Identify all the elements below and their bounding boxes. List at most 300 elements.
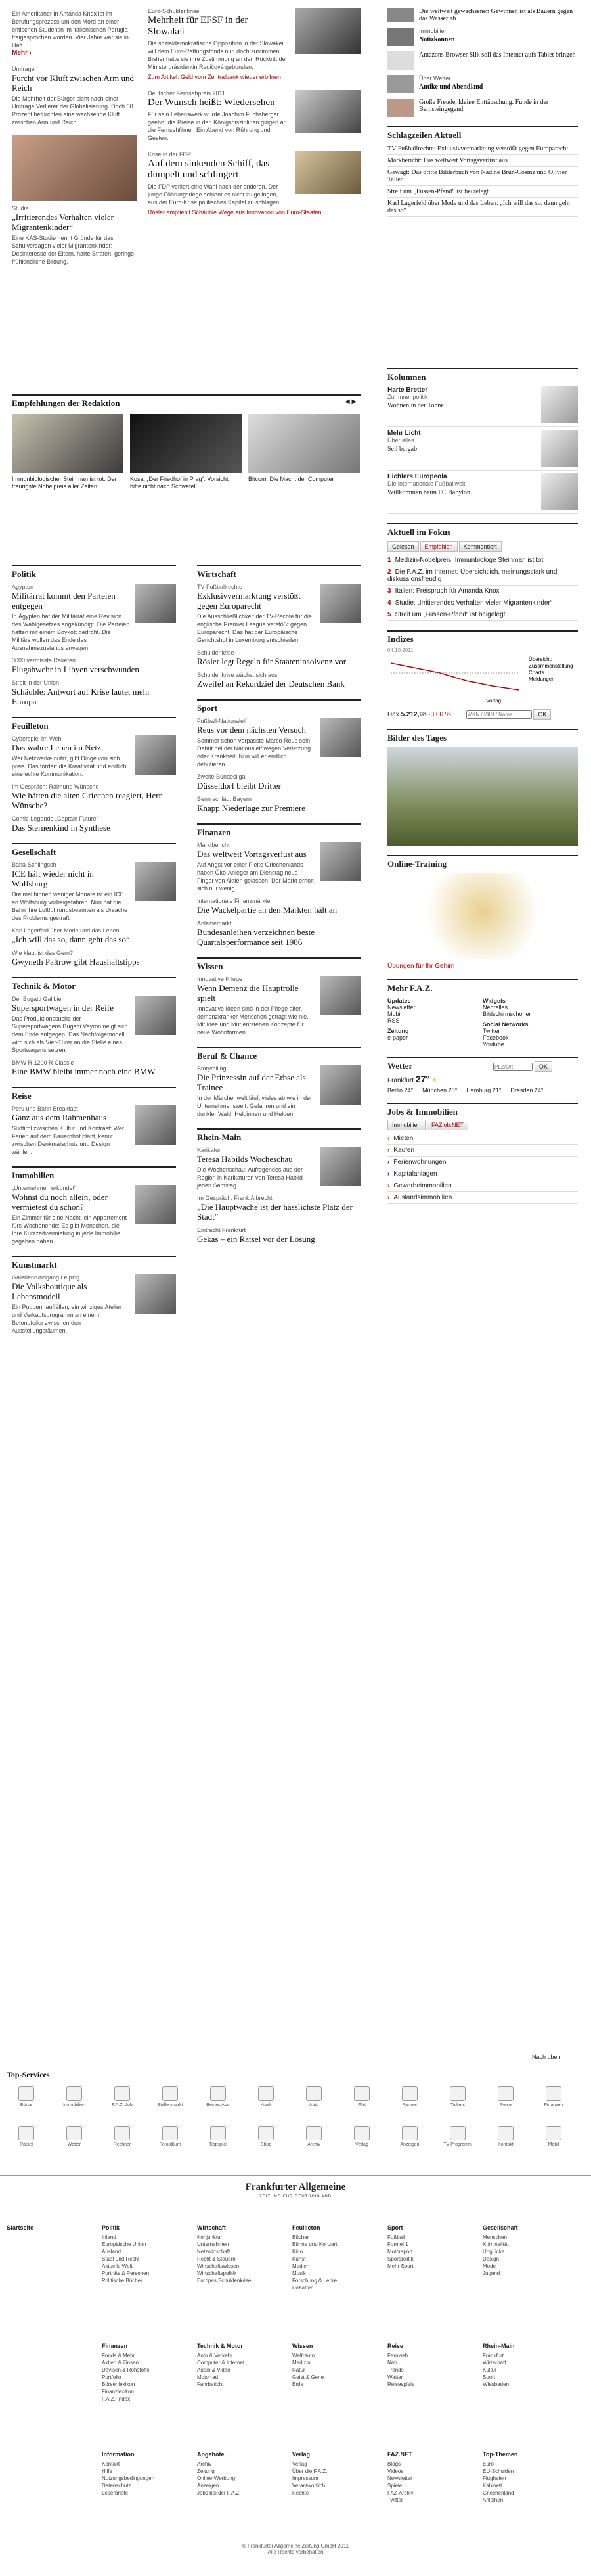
back-to-top[interactable]: Nach oben	[532, 2054, 561, 2060]
updates-mobil[interactable]: Mobil	[387, 1011, 402, 1017]
kolumne-avatar	[541, 430, 578, 467]
footer-link[interactable]: Forschung & Lehre	[292, 2278, 338, 2284]
footer-link[interactable]: FAZ-Archiv	[387, 2490, 414, 2496]
kolumne[interactable]	[387, 430, 578, 471]
service-item[interactable]: Kontakt	[489, 2126, 522, 2147]
footer-link[interactable]: Griechenland	[483, 2490, 514, 2496]
footer-link[interactable]: Videos	[387, 2468, 404, 2474]
kolumne-topic: Zur Innenpolitik	[387, 394, 428, 400]
recs-title: Empfehlungen der Redaktion	[12, 398, 120, 408]
jobs-item[interactable]: › Kapitalanlagen	[387, 1168, 578, 1180]
footer-link[interactable]: Finanzlexikon	[102, 2389, 134, 2395]
kolumne-topic: Die internationale Fußballwelt	[387, 480, 466, 487]
footer-link[interactable]: Spiele	[387, 2483, 403, 2489]
footer-link[interactable]: Computer & Internet	[197, 2360, 245, 2366]
footer-link[interactable]: Erde	[292, 2381, 303, 2387]
footer-heading[interactable]: Gesellschaft	[483, 2224, 518, 2231]
updates-rss[interactable]: RSS	[387, 1017, 400, 1024]
article-photo[interactable]	[320, 976, 361, 1015]
footer-heading[interactable]: Startseite	[7, 2224, 34, 2231]
article-photo[interactable]	[135, 1185, 176, 1224]
footer-link[interactable]: Devisen & Rohstoffe	[102, 2367, 150, 2373]
section-title[interactable]: Finanzen	[197, 827, 231, 837]
footer-heading[interactable]: Feuilleton	[292, 2224, 320, 2231]
article-photo[interactable]	[320, 584, 361, 623]
section-kunstmarkt	[12, 1256, 176, 1335]
article-photo[interactable]	[320, 842, 361, 881]
thumb[interactable]	[387, 8, 414, 22]
tab-fazjob[interactable]: FAZjob.NET	[427, 1120, 468, 1130]
footer-column	[197, 2343, 286, 2388]
section-reise	[12, 1087, 176, 1156]
footer-link[interactable]: Audio & Video	[197, 2367, 230, 2373]
weather-city[interactable]: Berlin 24°	[387, 1087, 414, 1093]
footer-link[interactable]: Netzwirtschaft	[197, 2249, 230, 2255]
footer-link[interactable]: Auto & Verkehr	[197, 2353, 232, 2358]
service-item[interactable]: Verlag	[345, 2126, 378, 2147]
footer-link[interactable]: Debatten	[292, 2285, 314, 2291]
footer-heading[interactable]: Reise	[387, 2343, 404, 2349]
section-title[interactable]: Sport	[197, 703, 218, 713]
footer-link[interactable]: Musik	[292, 2270, 306, 2276]
footer-link[interactable]: Jobs bei der F.A.Z.	[197, 2490, 241, 2496]
service-item[interactable]: Wetter	[58, 2126, 91, 2147]
footer-link[interactable]: Kultur	[483, 2367, 496, 2373]
article-teaser[interactable]: Galerienrundgang Leipzig Die Volksboutique als Lebensmodell Ein Puppenhauffällen, ein winziges Atelier und Verkaufsprogramm an einem Betonpfeiler zwischen den Ausstellungsräumen.	[12, 1274, 176, 1335]
service-item[interactable]: Börse	[10, 2086, 43, 2107]
thumb[interactable]	[387, 99, 414, 117]
article-teaser[interactable]: Zweite Bundesliga Düsseldorf bleibt Dritter	[197, 773, 281, 791]
thumb[interactable]	[387, 75, 414, 93]
footer-link[interactable]: Wetter	[387, 2374, 403, 2380]
photo[interactable]	[296, 90, 361, 133]
aktuell-item[interactable]: TV-Fußballrechte: Exklusivvermarktung verstößt gegen Europarecht	[387, 143, 578, 155]
fokus-tab[interactable]: Empfohlen	[420, 541, 458, 552]
footer-link[interactable]: Zeitung	[197, 2468, 215, 2474]
footer-link[interactable]: Sport	[483, 2374, 496, 2380]
footer-heading[interactable]: Verlag	[292, 2451, 311, 2458]
footer-link[interactable]: Mode	[483, 2263, 496, 2269]
aktuell-item[interactable]: Karl Lagerfeld über Mode und das Leben: „Ich will das so, dann geht das so“	[387, 198, 578, 217]
gallery-image[interactable]	[387, 747, 578, 846]
chart-label: Charts	[529, 670, 544, 676]
fokus-item[interactable]: 5 Streit um „Fussen-Pfand“ ist beigelegt	[387, 609, 578, 621]
section-politik	[12, 565, 176, 706]
footer-link[interactable]: Online-Werbung	[197, 2475, 236, 2481]
footer-link[interactable]: Wirtschaftswissen	[197, 2263, 240, 2269]
kolumne[interactable]	[387, 473, 578, 514]
rec-headline[interactable]: Kosa: „Der Friedhof in Prag“: Vorsicht, bitte nicht nach Schwefel!	[130, 476, 230, 490]
section-title[interactable]: Kunstmarkt	[12, 1260, 57, 1270]
article-teaser[interactable]: Der Bugatti Galibier Supersportwagen in der Reife Das Produktionssuche der Supersportwagens Bugatti Veyron neigt sich dem Ende entgegen. Das Nachfolgemodell wird sich als Vier-Türer an die Stelle eines Sportwagens setzen.	[12, 996, 176, 1054]
kolumne-title[interactable]: Harte Bretter	[387, 386, 428, 394]
footer-link[interactable]: Wirtschaftspolitik	[197, 2270, 237, 2276]
photo[interactable]	[296, 151, 361, 194]
footer-link[interactable]: Geist & Gene	[292, 2374, 324, 2380]
article-teaser[interactable]: Benn schlägt Bayern Knapp Niederlage zur Premiere	[197, 796, 305, 813]
tab-immobilien[interactable]: Immobilien	[387, 1120, 426, 1130]
section-wissen	[197, 957, 361, 1036]
article-photo[interactable]	[320, 718, 361, 757]
ok-button[interactable]: OK	[535, 1061, 552, 1072]
kolumne-link[interactable]: Wohnen in der Tonne	[387, 402, 444, 409]
kolumne-link[interactable]: Willkommen beim FC Babylon	[387, 489, 470, 496]
service-item[interactable]: Tickets	[441, 2086, 474, 2107]
service-item[interactable]: Anzeigen	[393, 2126, 426, 2147]
updates-newsletter[interactable]: Newsletter	[387, 1004, 416, 1011]
aktuell-item[interactable]: Gewagt: Das dritte Bilderbuch von Nadine Brun-Cosme und Olivier Tallec	[387, 167, 578, 186]
footer-link[interactable]: Fonds & Mehr	[102, 2353, 135, 2358]
fokus-item[interactable]: 4 Studie: „Irritierendes Verhalten vieler Migrantenkinder“	[387, 597, 578, 609]
article-teaser[interactable]: Innovative Pflege Wenn Demenz die Hauptrolle spielt Innovative Ideen sind in der Pflege alter, demenzkranker Menschen gefragt wie nie. Mit Idee und Mut entstehen Konzepte für neue Wohnformen.	[197, 976, 361, 1036]
service-item[interactable]: Immobilien	[58, 2086, 91, 2107]
article-photo[interactable]	[320, 1147, 361, 1186]
rec-headline[interactable]: Bitcom: Die Macht der Computer	[248, 476, 334, 482]
recs-strip	[12, 414, 361, 532]
service-item[interactable]: Finanzen	[537, 2086, 570, 2107]
youtube-link[interactable]: Youtube	[483, 1041, 504, 1047]
article-teaser[interactable]: Im Gespräch: Frank Albrecht „Die Hauptwache ist der hässlichste Platz der Stadt“	[197, 1195, 353, 1222]
article-teaser: Ein Amerikaner in Amanda Knox ist ihr Berufungsprozess um den Mord an einer britischen Studentin im italienischen Perugia freigesprochen worden. Vier Jahre war sie in Haft.	[12, 11, 129, 49]
article-teaser[interactable]: Marktbericht Das weltweit Vortagsverlust aus Auf Angst vor einer Pleite Griechenlands haben Öko-Anleger am Dienstag neue Finger von Aktien gelassen. Der Markt erholt sich nur wenig.	[197, 842, 361, 892]
ok-button[interactable]: OK	[533, 709, 551, 720]
fokus-tab[interactable]: Kommentiert	[459, 541, 502, 552]
footer-link[interactable]: Jugend	[483, 2270, 500, 2276]
article-teaser[interactable]: Schuldenkrise Rösler legt Regeln für Staateninsolvenz vor	[197, 649, 347, 666]
article-teaser[interactable]: Ägypten Militärrat kommt den Parteien entgegen In Ägypten hat der Militärrat eine Revision des Wahlgesetzes angekündigt. Die Parteien hatten mit einem Boykott gedroht. Die Militärs wollen das Ende des Ausnahmezustands erwägen.	[12, 584, 176, 652]
footer-link[interactable]: Portfolio	[102, 2374, 121, 2380]
article-teaser[interactable]: Studie „Irritierendes Verhalten vieler Migrantenkinder“ Eine KAS-Studie nennt Gründe für das Schulversagen vieler Migrantenkinder: Desinteresse der Eltern, harte Strafen, geringe frühkindliche Bildung.	[12, 205, 135, 265]
footer-link[interactable]: Newsletter	[387, 2475, 412, 2481]
rec-photo[interactable]	[248, 414, 360, 473]
footer-heading[interactable]: Wissen	[292, 2343, 313, 2349]
footer-heading[interactable]: Politik	[102, 2224, 120, 2231]
footer-subtitle: ZEITUNG FÜR DEUTSCHLAND	[259, 2195, 332, 2199]
footer-heading[interactable]: Technik & Motor	[197, 2343, 243, 2349]
footer-link[interactable]: Motorsport	[387, 2249, 413, 2255]
footer-link[interactable]: Sportpolitik	[387, 2256, 414, 2262]
aktuell-item[interactable]: Streit um „Fussen-Pfand“ ist beigelegt	[387, 186, 578, 198]
weather-city[interactable]: Hamburg 21°	[466, 1087, 502, 1093]
footer-link[interactable]: Kunst	[292, 2256, 306, 2262]
service-item[interactable]: Tippspiel	[202, 2126, 234, 2147]
section-title[interactable]: Rhein-Main	[197, 1132, 242, 1142]
fokus-tab[interactable]: Gelesen	[387, 541, 419, 552]
footer-link[interactable]: Politische Bücher	[102, 2278, 142, 2284]
footer-link[interactable]: Aktuelle Welt	[102, 2263, 133, 2269]
footer-link[interactable]: Datenschutz	[102, 2483, 131, 2489]
footer-link[interactable]: Frankfurt	[483, 2353, 504, 2358]
fokus-item[interactable]: 3 Italien: Freispruch für Amanda Knox	[387, 586, 578, 597]
service-item[interactable]: Mobil	[537, 2126, 570, 2147]
footer-logo[interactable]: Frankfurter Allgemeine	[245, 2182, 346, 2192]
article-teaser[interactable]: „Unternehmen erkundet“ Wohnst du noch allein, oder vermietest du schon? Ein Zimmer für eine Nacht, ein Appartement fürs Wochenende: Es gibt Menschen, die Ihre Kurzzeitvermietung in jede Immobilie gegeben haben.	[12, 1185, 176, 1245]
article-photo[interactable]	[135, 1105, 176, 1145]
footer-link[interactable]: Bücher	[292, 2234, 309, 2240]
footer-link[interactable]: Mehr Sport	[387, 2263, 414, 2269]
section-title[interactable]: Beruf & Chance	[197, 1051, 257, 1061]
footer-link[interactable]: Aktien & Zinsen	[102, 2360, 139, 2366]
photo[interactable]	[296, 8, 361, 54]
section-title[interactable]: Reise	[12, 1091, 32, 1101]
service-icon	[546, 2126, 561, 2140]
footer-link[interactable]: Inland	[102, 2234, 116, 2240]
brain-image[interactable]	[417, 873, 548, 959]
article-teaser[interactable]: Peru und Bahn Breakfast Ganz aus dem Rahmenhaus Südtirol zwischen Kultur und Kontrast: Wer Ferien auf dem Bauernhof plant, kennt zwischen Denkmalschutz und Design wählen.	[12, 1105, 176, 1156]
footer-heading[interactable]: FAZ.NET	[387, 2451, 412, 2458]
jobs-item[interactable]: › Mieten	[387, 1133, 578, 1145]
jobs-item[interactable]: › Kaufen	[387, 1145, 578, 1157]
footer-link[interactable]: Hilfe	[102, 2468, 113, 2474]
footer-link[interactable]: Kriminalität	[483, 2242, 509, 2247]
dax-chart[interactable]	[387, 653, 578, 706]
footer-link[interactable]: Medien	[292, 2263, 310, 2269]
kolumne-avatar	[541, 473, 578, 510]
footer-link[interactable]: Bühne und Konzert	[292, 2242, 338, 2247]
jobs-list	[387, 1133, 578, 1204]
lead-article[interactable]: Euro-Schuldenkrise Mehrheit für EFSF in der Slowakei Die sozialdemokratische Opposition in der Slowakei will dem Euro-Rettungsfonds nun doch zustimmen. Bisher hatte sie ihre Zustimmung an den Rücktritt der Ministerpräsidentin Radičová gebunden. Zum Artikel: Geld vom Zentralbank wieder eröffnen	[148, 8, 361, 81]
footer-link[interactable]: Europas Schuldenkrise	[197, 2278, 252, 2284]
jobs-box: Jobs & Immobilien Immobilien FAZjob.NET › Mieten › Kaufen › Ferienwohnungen › Kapitalanlagen › Gewerbeimmobilien › Auslandsimmobilien	[387, 1103, 578, 1204]
thumb[interactable]	[387, 51, 414, 70]
article-teaser[interactable]: Comic-Legende „Captain Future“ Das Sternenkind in Synthese	[12, 816, 110, 833]
service-item[interactable]: Shop	[250, 2126, 282, 2147]
widget-link[interactable]: Nebrelles	[483, 1004, 508, 1011]
mehr-box: Mehr F.A.Z. Updates Newsletter Mobil RSS Zeitung e-paper Widgets Nebrelles Bildschirmschoner Social Networks Twitter Facebook Youtube	[387, 979, 578, 1047]
footer-link[interactable]: Wirtschaft	[483, 2360, 506, 2366]
section-title[interactable]: Immobilien	[12, 1170, 55, 1180]
top-column-3: Die weltweit gewachsenen Gewinnen ist als Bauern gegen das Wasser ab Immobilien Notizkonnen Amazons Browser Silk soll das Internet aufs Tablet bringen Über Wetter Antike und Abendland Große Freude, kleine Enttäuschung. Funde in der Bernsteingegend Schlagzeilen Aktuell TV-Fußballrechte: Exklusivvermarktung verstößt gegen Europarecht Markbericht: Das weltweit Vortagsverlust aus Gewagt: Das dritte Bilderbuch von Nadine Brun-Cosme und Olivier Tallec Streit um „Fussen-Pfand“ ist beigelegt Karl Lagerfeld über Mode und das Leben: „Ich will das so, dann geht das so“	[387, 8, 578, 217]
footer-link[interactable]: Fahrbericht	[197, 2381, 224, 2387]
section-title[interactable]: Gesellschaft	[12, 847, 56, 857]
twitter-link[interactable]: Twitter	[483, 1028, 500, 1034]
section-title[interactable]: Wirtschaft	[197, 569, 236, 579]
sections-left	[12, 565, 176, 1345]
service-item[interactable]: Kiosk	[250, 2086, 282, 2107]
epaper-link[interactable]: e-paper	[387, 1034, 408, 1041]
footer-link[interactable]: Recht & Steuern	[197, 2256, 236, 2262]
article-teaser[interactable]: Krise in der FDP Auf dem sinkenden Schiff, das dümpelt und schlingert Die FDP verliert eine Wahl nach der anderen. Der junge Führungsriege schient es nicht zu gelingen, aus der Euro-Krise politisches Kapital zu schlagen. Rösler empfiehlt Schäuble Wege aus Innovation von Euro-Staaten	[148, 151, 361, 216]
footer-link[interactable]: Impressum	[292, 2475, 318, 2481]
fokus-item[interactable]: 1 Medizin-Nobelpreis: Immunbiologe Steinman ist tot	[387, 555, 578, 566]
service-item[interactable]: Stellenmarkt	[154, 2086, 186, 2107]
footer-link[interactable]: Twitter	[387, 2497, 403, 2503]
weather-city[interactable]: München 23°	[422, 1087, 458, 1093]
sidebar	[387, 368, 578, 1204]
footer-link[interactable]: Leserbriefe	[102, 2490, 129, 2496]
footer-column	[387, 2343, 476, 2388]
service-item[interactable]: Auto	[297, 2086, 330, 2107]
footer-link[interactable]: Börsenlexikon	[102, 2381, 135, 2387]
article-teaser[interactable]: Deutscher Fernsehpreis 2011 Der Wunsch heißt: Wiedersehen Für sein Lebenswerk wurde Joachim Fuchsberger geehrt, die Preise in den Königsdisziplinen gingen an die Fernsehfilmer. Ein Abend von Rührung und Gesten.	[148, 90, 361, 142]
footer-link[interactable]: Weltraum	[292, 2353, 315, 2358]
service-item[interactable]: Fotoalbum	[154, 2126, 186, 2147]
service-icon	[162, 2126, 178, 2140]
footer-link[interactable]: Fußball	[387, 2234, 405, 2240]
service-item[interactable]: Partner	[393, 2086, 426, 2107]
service-item[interactable]: F.A.Z. Job	[106, 2086, 139, 2107]
facebook-link[interactable]: Facebook	[483, 1034, 509, 1041]
article-photo[interactable]	[135, 996, 176, 1035]
article-photo[interactable]	[135, 862, 176, 901]
article-teaser[interactable]: Storytelling Die Prinzessin auf der Erbse als Trainee In der Märchenwelt läuft vieles ab wie in der Unternehmenswelt. Gefahren und ein dunkler Wald, Heldinnen und Helden.	[197, 1065, 361, 1118]
widget-link[interactable]: Bildschirmschoner	[483, 1011, 531, 1017]
rec-item[interactable]	[130, 414, 242, 490]
copyright: © Frankfurter Allgemeine Zeitung GmbH 2011	[242, 2543, 349, 2549]
footer-heading[interactable]: Sport	[387, 2224, 403, 2231]
footer-link[interactable]: Nutzungsbedingungen	[102, 2475, 155, 2481]
chart-label: Übersicht:	[529, 656, 553, 662]
article-teaser[interactable]: Eintracht Frankfurt Gekas – ein Rätsel vor der Lösung	[197, 1227, 315, 1244]
weather-city[interactable]: Dresden 24°	[510, 1087, 544, 1093]
service-icon	[546, 2086, 561, 2101]
section-title[interactable]: Wissen	[197, 961, 223, 971]
kolumne[interactable]	[387, 386, 578, 427]
section-technik	[12, 977, 176, 1076]
service-item[interactable]: Rätsel	[10, 2126, 43, 2147]
fokus-item[interactable]: 2 Die F.A.Z. im Internet: Übersichtlich, meinungsstark und diskussionsfreudig	[387, 566, 578, 586]
footer-link[interactable]: Unternehmen	[197, 2242, 229, 2247]
article-teaser[interactable]: Wie klaut ist das Gern? Gwyneth Paltrow gibt Haushaltstipps	[12, 950, 140, 967]
article-teaser[interactable]: 3000 vermisste Raketen Flugabwehr in Libyen verschwunden	[12, 657, 139, 674]
footer-heading[interactable]: Rhein-Main	[483, 2343, 515, 2349]
article-photo[interactable]	[135, 1274, 176, 1314]
related-link[interactable]: Rösler empfiehlt Schäuble Wege aus Innovation von Euro-Staaten	[148, 209, 322, 216]
footer-link[interactable]: Design	[483, 2256, 499, 2262]
service-icon	[210, 2126, 226, 2140]
photo[interactable]	[12, 135, 137, 201]
footer-link[interactable]: Anleihen	[483, 2497, 504, 2503]
footer-link[interactable]: Trends	[387, 2367, 404, 2373]
footer-column	[197, 2224, 286, 2284]
svg-text:Übersicht:ZusammenstellungChar	[529, 656, 573, 682]
rec-item[interactable]	[248, 414, 360, 483]
footer-link[interactable]: F.A.Z.-Index	[102, 2396, 131, 2402]
jobs-item[interactable]: › Ferienwohnungen	[387, 1157, 578, 1168]
footer-link[interactable]: Anzeigen	[197, 2483, 219, 2489]
jobs-item[interactable]: › Gewerbeimmobilien	[387, 1180, 578, 1192]
footer-column	[483, 2224, 571, 2277]
article-teaser[interactable]: Schuldenkrise wächst sich aus Zweifel an Rekordziel der Deutschen Bank	[197, 672, 345, 689]
article-teaser[interactable]: Cyberspiel im Web Das wahre Leben im Netz Wer Netzwerke nutzt, gibt Dinge von sich preis. Das fördert die Kreativität und endlich eine echte Kommunikation.	[12, 735, 176, 778]
footer-link[interactable]: Über die F.A.Z.	[292, 2468, 328, 2474]
footer-link[interactable]: Euro	[483, 2461, 494, 2467]
footer-link[interactable]: Menschen	[483, 2234, 507, 2240]
kolumne-title[interactable]: Mehr Licht	[387, 430, 421, 437]
article-teaser[interactable]: Internationale Finanzmärkte Die Wackelpartie an den Märkten hält an	[197, 898, 338, 915]
footer-link[interactable]: Natur	[292, 2367, 305, 2373]
section-title[interactable]: Technik & Motor	[12, 981, 76, 991]
article-teaser[interactable]: Karl Lagerfeld über Mode und das Leben „Ich will das so, dann geht das so“	[12, 927, 130, 944]
footer-link[interactable]: Europäische Union	[102, 2242, 146, 2247]
article-photo[interactable]	[135, 584, 176, 623]
footer-link[interactable]: Kabinett	[483, 2483, 502, 2489]
rec-headline[interactable]: Immunbiologischer Steinman ist tot: Der traurigste Nobelpreis aller Zeiten	[12, 476, 117, 490]
service-item[interactable]: Bestes Abo	[202, 2086, 234, 2107]
footer-heading[interactable]: Information	[102, 2451, 135, 2458]
footer-heading[interactable]: Finanzen	[102, 2343, 128, 2349]
aktuell-item[interactable]: Markbericht: Das weltweit Vortagsverlust aus	[387, 155, 578, 167]
section-title[interactable]: Politik	[12, 569, 36, 579]
article-teaser[interactable]: Im Gespräch: Raimund Wünsche Wie hätten die alten Griechen reagiert, Herr Wünsche?	[12, 783, 162, 810]
footer-link[interactable]: Staat und Recht	[102, 2256, 140, 2262]
article-teaser[interactable]: Streit in der Union Schäuble: Antwort auf Krise lautet mehr Europa	[12, 679, 150, 706]
footer-heading[interactable]: Top-Themen	[483, 2451, 518, 2458]
footer-link[interactable]: Nah	[387, 2360, 397, 2366]
rec-photo[interactable]	[130, 414, 242, 473]
footer-link[interactable]: Kontakt	[102, 2461, 120, 2467]
footer-link[interactable]: Flughafen	[483, 2475, 506, 2481]
footer-link[interactable]: Ausland	[102, 2249, 121, 2255]
footer-link[interactable]: Verlag	[292, 2461, 307, 2467]
footer-link[interactable]: Medizin	[292, 2360, 311, 2366]
wkn-input[interactable]	[466, 710, 532, 719]
footer-link[interactable]: Motorrad	[197, 2374, 219, 2380]
service-item[interactable]: TV-Programm	[441, 2126, 474, 2147]
footer-link[interactable]: Rechte	[292, 2490, 309, 2496]
service-item[interactable]: Rechner	[106, 2126, 139, 2147]
article-teaser[interactable]: Anleihemarkt Bundesanleihen verzeichnen beste Quartalsperformance seit 1986	[197, 920, 315, 947]
kolumne-link[interactable]: Seil bergab	[387, 446, 418, 453]
footer-link[interactable]: EU-Schulden	[483, 2468, 514, 2474]
plz-input[interactable]	[493, 1063, 533, 1071]
service-icon	[306, 2126, 322, 2140]
footer-link[interactable]: Archiv	[197, 2461, 212, 2467]
footer-heading[interactable]: Angebote	[197, 2451, 225, 2458]
thumb[interactable]	[387, 28, 414, 46]
service-item[interactable]: Reise	[489, 2086, 522, 2107]
jobs-item[interactable]: › Auslandsimmobilien	[387, 1192, 578, 1204]
rec-photo[interactable]	[12, 414, 123, 473]
article-teaser[interactable]: Karikatur Teresa Habilds Wocheschau Die Wochenschau: Aufregendes aus der Region in Karikaturen von Teresa Habild jeden Samstag.	[197, 1147, 361, 1189]
related-link[interactable]: Zum Artikel: Geld vom Zentralbank wieder eröffnen	[148, 74, 281, 80]
article-teaser[interactable]: BMW R 1200 R Classic Eine BMW bleibt immer noch eine BMW	[12, 1059, 156, 1076]
service-icon	[18, 2126, 34, 2140]
training-link[interactable]: Übungen für Ihr Gehirn	[387, 963, 455, 970]
more-link[interactable]: Mehr ›	[12, 49, 32, 57]
service-icon	[258, 2126, 274, 2140]
footer-link[interactable]: Porträts & Personen	[102, 2270, 150, 2276]
footer-link[interactable]: Formel 1	[387, 2242, 408, 2247]
section-finanzen	[197, 823, 361, 947]
article-photo[interactable]	[320, 1065, 361, 1105]
article-teaser[interactable]: Fußball-Nationalelf Reus vor dem nächsten Versuch Sommer schon verpasste Marco Reus sein Debüt bei der Nationalelf wegen Verletzung oder Krankheit. Nun will er endlich debütieren.	[197, 718, 361, 768]
service-item[interactable]: Flirt	[345, 2086, 378, 2107]
footer-link[interactable]: Konjunktur	[197, 2234, 223, 2240]
services-title: Top-Services	[7, 2070, 50, 2079]
footer-link[interactable]: Kino	[292, 2249, 303, 2255]
footer-link[interactable]: Verantwortlich	[292, 2483, 326, 2489]
service-icon	[354, 2086, 370, 2101]
footer-link[interactable]: Unglücke	[483, 2249, 505, 2255]
footer-heading[interactable]: Wirtschaft	[197, 2224, 226, 2231]
footer-link[interactable]: Fernweh	[387, 2353, 408, 2358]
article-teaser[interactable]: Baha-Schlingsch ICE hält wieder nicht in Wolfsburg Dreimal binnen weniger Monate ist ein ICE an Wolfsburg vorbeigefahren. Nun hat die Bahn ihre Luftführungsbeamten als Ursache des Problems gestraft.	[12, 862, 176, 922]
training-box: Online-Training Übungen für Ihr Gehirn	[387, 855, 578, 970]
recs-pager[interactable]: ◀ ▶	[345, 398, 357, 405]
section-title[interactable]: Feuilleton	[12, 721, 49, 731]
article-teaser[interactable]: Umfrage Furcht vor Kluft zwischen Arm und Reich Die Mehrheit der Bürger sieht nach einer Umfrage Verlierer der Globalisierung. Doch 60 Prozent befürchten eine wachsende Kluft zwischen Arm und Reich.	[12, 66, 134, 126]
footer-link[interactable]: Wiesbaden	[483, 2381, 510, 2387]
dax-row[interactable]: Dax 5.212,98 -3,00 % WKN / ISIN / Name OK	[387, 709, 578, 720]
article-photo[interactable]	[135, 735, 176, 775]
article-teaser[interactable]: TV-Fußballrechte Exklusivvermarktung verstößt gegen Europarecht Die Ausschließlichkeit der TV-Rechte für die englische Premier League verstößt gegen Europarecht. Das hat der Europäische Gerichtshof in Luxemburg entschieden.	[197, 584, 361, 644]
kolumne-title[interactable]: Eichlers Europeola	[387, 473, 447, 480]
rec-item[interactable]	[12, 414, 123, 490]
footer-link[interactable]: Reisespiele	[387, 2381, 415, 2387]
footer-link[interactable]: Blogs	[387, 2461, 401, 2467]
service-item[interactable]: Archiv	[297, 2126, 330, 2147]
